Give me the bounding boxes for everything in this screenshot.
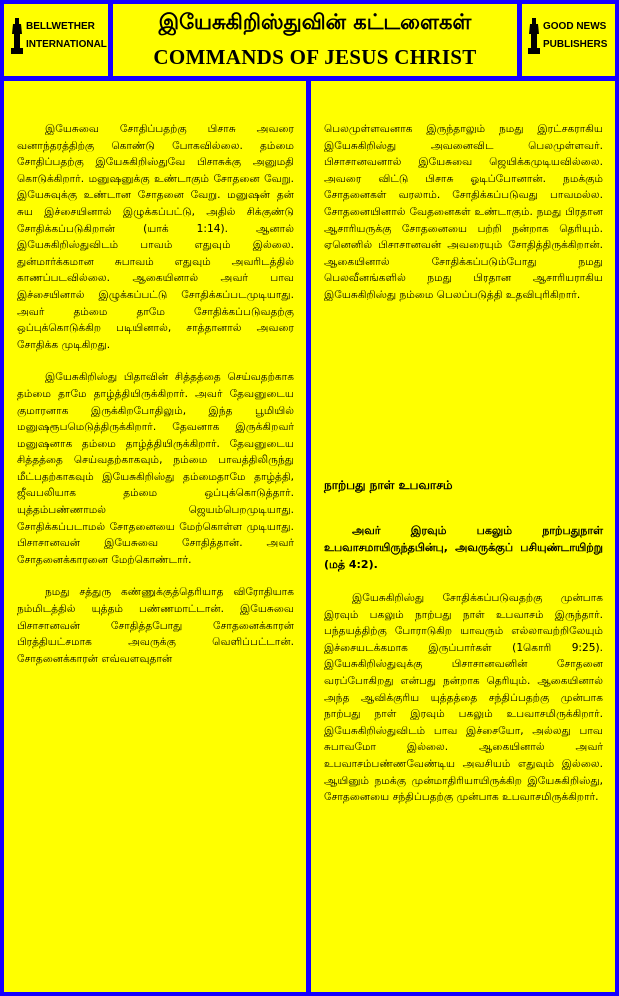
page-header xyxy=(113,4,517,76)
bellwether-logo xyxy=(4,4,108,76)
left-paragraph-2: இயேசுகிறிஸ்து பிதாவின் சித்தத்தை செய்வதற்காக தம்மை தாமே தாழ்த்தியிருக்கிறார். அவர் தேவனுடைய குமாரனாக இருக்கிறபோதிலும், இந்த பூமியில் மனுஷரூபமெடுத்திருக்கிறார். தேவனாக இருக்கிறவர் மனுஷனாக தம்மை தாழ்த்தியிருக்கிறார். தேவனுடைய சித்தத்தை செய்வதற்காகவும், நம்மை பாவத்திலிருந்து மீட்பதற்காகவும் இயேசுகிறிஸ்து தம்மைதாமே தாழ்த்தி, ஜீவபலியாக தம்மை ஒப்புக்கொடுத்தார். யுத்தம்பண்ணாமல் ஜெயம்பெறமுடியாது. சோதிக்கப்படாமல் சோதனையை மேற்கொள்ள முடியாது. பிசாசானவன் இயேசுவை சோதித்தான். அவர் சோதனைக்காரனை மேற்கொண்டார். xyxy=(17,371,294,566)
bellwether-emblem-icon xyxy=(10,16,24,56)
bellwether-line1: BELLWETHER xyxy=(26,21,95,32)
left-paragraph-3: நமது சத்துரு கண்ணுக்குத்தெரியாத விரோதியாக நம்மிடத்தில் யுத்தம் பண்ணமாட்டான். இயேசுவை பிசாசானவன் சோதித்தபோது சோதனைக்காரன் பிரத்தியட்சமாக அவருக்கு வெளிப்பட்டான். சோதனைக்காரன் எவ்வளவுதான் xyxy=(17,586,294,665)
good-news-emblem-icon xyxy=(527,16,541,56)
good-news-logo xyxy=(522,4,615,76)
left-column xyxy=(4,81,306,992)
title-english: COMMANDS OF JESUS CHRIST xyxy=(153,45,477,69)
left-paragraph-1: இயேசுவை சோதிப்பதற்கு பிசாசு அவரை வனாந்தரத்திற்கு கொண்டு போகவில்லை. தம்மை சோதிப்பதற்கு இயேசுகிறிஸ்துவே பிசாசுக்கு அனுமதி கொடுக்கிறார். மனுஷனுக்கு உண்டாகும் சோதனை வேறு. இயேசுவுக்கு உண்டான சோதனை வேறு. மனுஷன் தன் சுய இச்சையினால் இழுக்கப்பட்டு, அதில் சிக்குண்டு சோதிக்கப்படுகிறான் (யாக் 1:14). ஆனால் இயேசுகிறிஸ்துவிடம் பாவம் எதுவும் இல்லை. துன்மார்க்கமான சுபாவம் எதுவும் அவரிடத்தில் காணப்படவில்லை. ஆகையினால் அவர் பாவ இச்சையினால் இழுக்கப்பட்டு சோதிக்கப்படமுடியாது. அவர் தம்மை தாமே சோதிக்கப்படுவதற்கு ஒப்புக்கொடுக்கிற படியினால், சாத்தானால் அவரை சோதிக்க முடிகிறது. xyxy=(17,123,294,351)
good-news-line1: GOOD NEWS xyxy=(543,21,607,32)
bellwether-line2: INTERNATIONAL xyxy=(26,39,107,50)
good-news-line2: PUBLISHERS xyxy=(543,39,608,50)
section-heading: நாற்பது நாள் உபவாசம் xyxy=(324,478,453,492)
title-tamil: இயேசுகிறிஸ்துவின் கட்டளைகள் xyxy=(158,10,472,34)
right-column xyxy=(311,81,615,992)
left-column-text xyxy=(17,121,294,667)
right-paragraph-1: பெலமுள்ளவனாக இருந்தாலும் நமது இரட்சகராகிய இயேசுகிறிஸ்து அவனைவிட பெலமுள்ளவர். பிசாசானவனால் இயேசுவை ஜெயிக்கமுடியவில்லை. அவரை விட்டு பிசாசு ஓடிப்போனான். நமக்கும் சோதனைகள் வரலாம். சோதிக்கப்படுவது பாவமல்ல. சோதனையினால் வேதனைகள் உண்டாகும். நமது பிரதான ஆசாரியருக்கு சோதனையை பற்றி நன்றாக தெரியும். ஏனெனில் பிசாசானவன் அவரையும் சோதித்திருக்கிறான். ஆகையினால் சோதிக்கப்படும்போது நமது பெலவீனங்களில் நமது பிரதான ஆசாரியராகிய இயேசுகிறிஸ்து நம்மை பெலப்படுத்தி உதவிபுரிகிறார். xyxy=(324,123,603,301)
scripture-verse: அவர் இரவும் பகலும் நாற்பதுநாள் உபவாசமாயிருந்தபின்பு, அவருக்குப் பசியுண்டாயிற்று (மத் 4:2). xyxy=(324,524,603,571)
right-paragraph-2: இயேசுகிறிஸ்து சோதிக்கப்படுவதற்கு முன்பாக இரவும் பகலும் நாற்பது நாள் உபவாசம் இருந்தார். பந்தயத்திற்கு போராடுகிற யாவரும் எல்லாவற்றிலேயும் இச்சையடக்கமாக இருப்பார்கள் (1கொரி 9:25). இயேசுகிறிஸ்துவுக்கு பிசாசானவனின் சோதனை வரப்போகிறது என்பது நன்றாக தெரியும். ஆகையினால் அந்த ஆவிக்குரிய யுத்தத்தை சந்திப்பதற்கு முன்பாக நாற்பது நாள் இரவும் பகலும் உபவாசமிருக்கிறார். இயேசுகிறிஸ்துவிடம் பாவ இச்சையோ, அல்லது பாவ சுபாவமோ இல்லை. ஆகையினால் அவர் உபவாசம்பண்ணவேண்டிய அவசியம் எதுவும் இல்லை. ஆயினும் நமக்கு முன்மாதிரியாயிருக்கிற இயேசுகிறிஸ்து, சோதனையை சந்திப்பதற்கு முன்பாக உபவாசமிருக்கிறார். xyxy=(324,592,603,804)
